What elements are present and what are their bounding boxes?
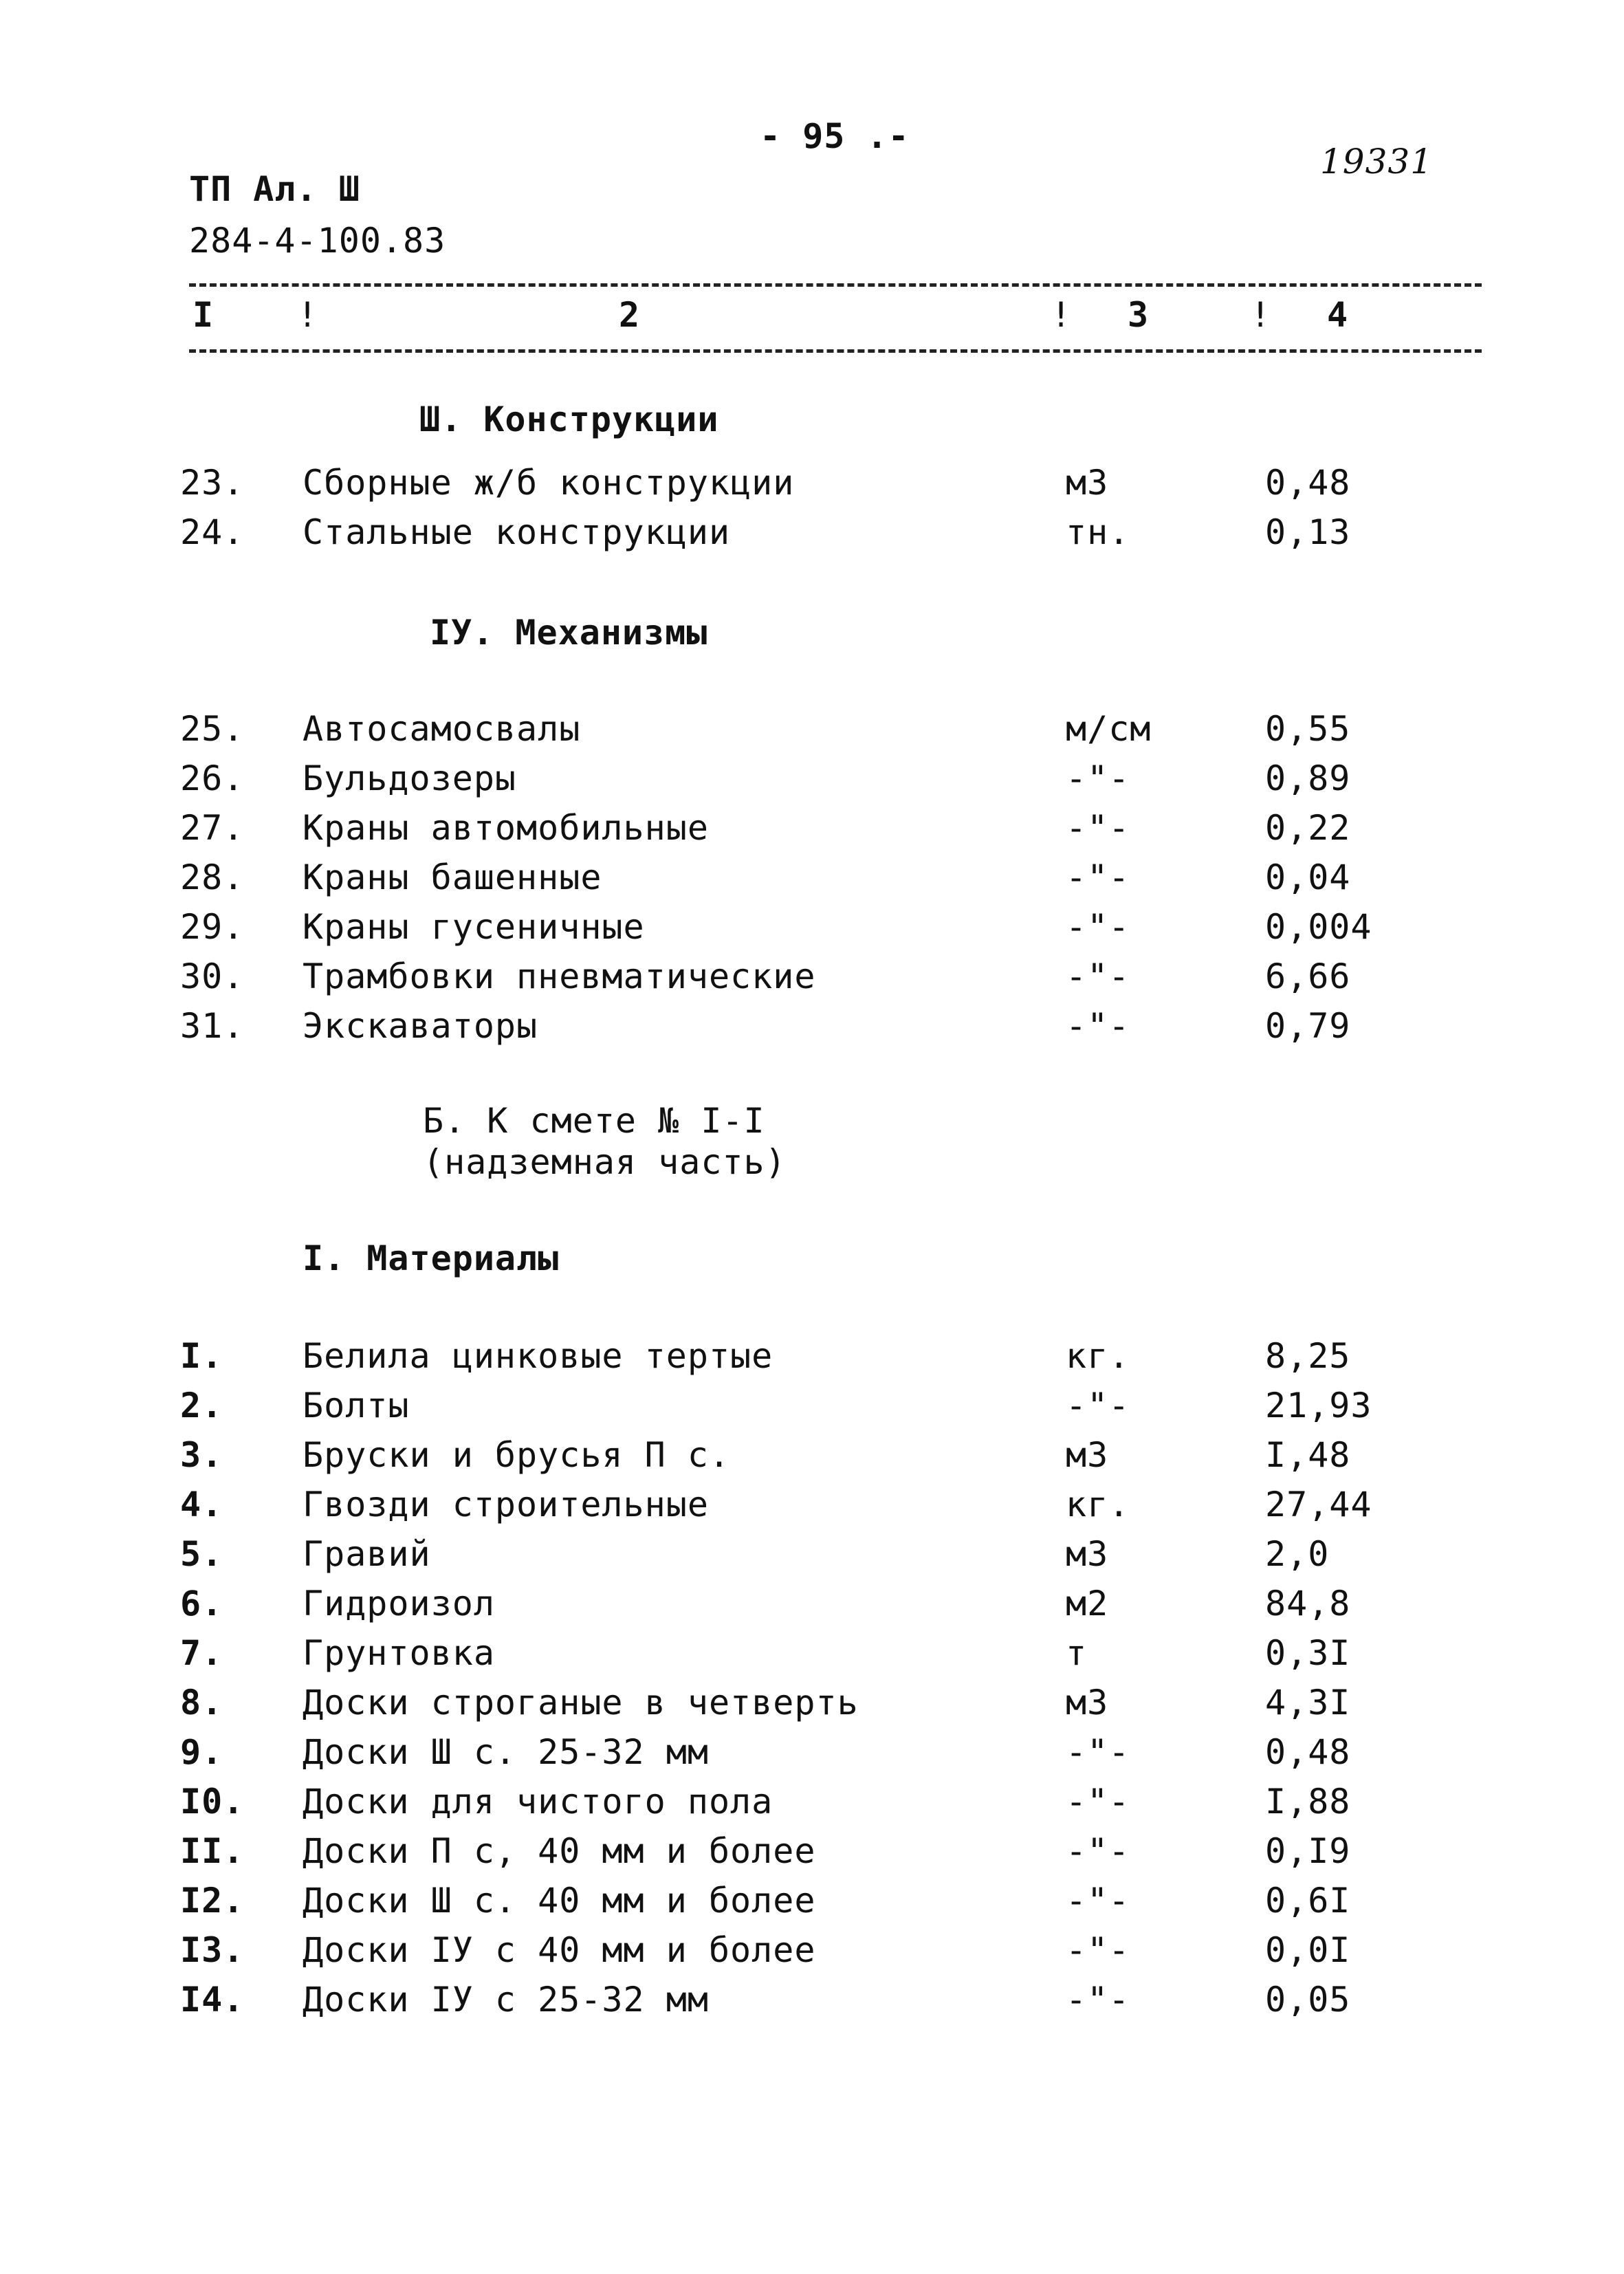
row-quantity: 0,04 — [1265, 857, 1351, 897]
row-name: Автосамосвалы — [303, 709, 581, 749]
row-name: Трамбовки пневматические — [303, 956, 816, 996]
row-unit: -"- — [1066, 1831, 1130, 1871]
table-row — [0, 758, 1624, 807]
row-number: 25. — [180, 709, 245, 749]
row-number: 31. — [180, 1006, 245, 1046]
row-unit: т — [1066, 1633, 1088, 1673]
table-row — [0, 1583, 1624, 1632]
row-number: 26. — [180, 758, 245, 798]
row-quantity: 0,55 — [1265, 709, 1351, 749]
row-quantity: 6,66 — [1265, 956, 1351, 996]
row-number: I. — [180, 1336, 223, 1376]
page-number: - 95 .- — [760, 116, 910, 156]
row-name: Бульдозеры — [303, 758, 517, 798]
table-row — [0, 1484, 1624, 1533]
row-quantity: 27,44 — [1265, 1485, 1372, 1524]
row-number: 30. — [180, 956, 245, 996]
table-row — [0, 1632, 1624, 1682]
table-row — [0, 1533, 1624, 1583]
row-quantity: 2,0 — [1265, 1534, 1330, 1574]
column-header-4: 4 — [1327, 295, 1349, 335]
row-number: 28. — [180, 857, 245, 897]
table-row — [0, 1929, 1624, 1979]
doc-code-line2: 284-4-100.83 — [189, 221, 446, 261]
row-number: 23. — [180, 463, 245, 503]
row-unit: -"- — [1066, 1881, 1130, 1921]
row-unit: -"- — [1066, 1980, 1130, 2020]
row-name: Стальные конструкции — [303, 512, 731, 552]
row-name: Экскаваторы — [303, 1006, 538, 1046]
row-unit: -"- — [1066, 1732, 1130, 1772]
row-name: Грунтовка — [303, 1633, 495, 1673]
row-number: 6. — [180, 1584, 223, 1623]
row-quantity: 21,93 — [1265, 1386, 1372, 1425]
table-row — [0, 1781, 1624, 1830]
row-number: I0. — [180, 1782, 245, 1822]
row-number: 29. — [180, 907, 245, 947]
table-row — [0, 1731, 1624, 1781]
table-row — [0, 1335, 1624, 1385]
row-number: 2. — [180, 1386, 223, 1425]
estimate-subheading: (надземная часть) — [423, 1142, 787, 1182]
section-title-constructions: Ш. Конструкции — [419, 400, 719, 439]
row-quantity: 4,3I — [1265, 1683, 1351, 1723]
table-row — [0, 906, 1624, 956]
row-unit: -"- — [1066, 907, 1130, 947]
row-unit: -"- — [1066, 956, 1130, 996]
table-row — [0, 1979, 1624, 2029]
table-row — [0, 1830, 1624, 1880]
table-row — [0, 462, 1624, 512]
row-name: Доски Ш с. 40 мм и более — [303, 1881, 816, 1921]
row-number: I3. — [180, 1930, 245, 1970]
row-unit: -"- — [1066, 1006, 1130, 1046]
row-name: Доски IУ с 25-32 мм — [303, 1980, 709, 2020]
row-unit: -"- — [1066, 808, 1130, 848]
row-number: I2. — [180, 1881, 245, 1921]
table-row — [0, 857, 1624, 906]
column-header-1: I — [193, 295, 215, 335]
row-quantity: 0,89 — [1265, 758, 1351, 798]
row-name: Бруски и брусья П с. — [303, 1435, 731, 1475]
row-number: 3. — [180, 1435, 223, 1475]
table-row — [0, 1385, 1624, 1434]
row-number: 4. — [180, 1485, 223, 1524]
row-unit: -"- — [1066, 758, 1130, 798]
row-unit: -"- — [1066, 1782, 1130, 1822]
row-quantity: 0,0I — [1265, 1930, 1351, 1970]
doc-code-line1: ТП Ал. Ш — [189, 169, 360, 209]
row-quantity: 0,48 — [1265, 1732, 1351, 1772]
row-number: 24. — [180, 512, 245, 552]
column-divider-1: ! — [297, 295, 319, 335]
column-header-3: 3 — [1128, 295, 1150, 335]
table-row — [0, 807, 1624, 857]
row-name: Сборные ж/б конструкции — [303, 463, 795, 503]
row-quantity: 0,3I — [1265, 1633, 1351, 1673]
row-number: 27. — [180, 808, 245, 848]
table-row — [0, 512, 1624, 561]
row-number: 9. — [180, 1732, 223, 1772]
row-unit: м/см — [1066, 709, 1152, 749]
row-name: Краны автомобильные — [303, 808, 709, 848]
row-unit: м3 — [1066, 1534, 1109, 1574]
row-quantity: 8,25 — [1265, 1336, 1351, 1376]
row-unit: -"- — [1066, 857, 1130, 897]
row-number: I4. — [180, 1980, 245, 2020]
row-name: Доски IУ с 40 мм и более — [303, 1930, 816, 1970]
table-row — [0, 1434, 1624, 1484]
row-number: 5. — [180, 1534, 223, 1574]
table-row — [0, 1682, 1624, 1731]
row-name: Доски Ш с. 25-32 мм — [303, 1732, 709, 1772]
table-row — [0, 1880, 1624, 1929]
row-unit: м2 — [1066, 1584, 1109, 1623]
row-unit: кг. — [1066, 1336, 1130, 1376]
row-name: Болты — [303, 1386, 410, 1425]
row-quantity: I,48 — [1265, 1435, 1351, 1475]
row-quantity: 0,79 — [1265, 1006, 1351, 1046]
row-name: Доски П с, 40 мм и более — [303, 1831, 816, 1871]
row-unit: м3 — [1066, 1683, 1109, 1723]
row-unit: -"- — [1066, 1930, 1130, 1970]
row-number: 8. — [180, 1683, 223, 1723]
table-row — [0, 708, 1624, 758]
row-name: Гвозди строительные — [303, 1485, 709, 1524]
table-row — [0, 956, 1624, 1005]
section-title-materials: I. Материалы — [303, 1238, 560, 1278]
row-unit: -"- — [1066, 1386, 1130, 1425]
row-quantity: 0,22 — [1265, 808, 1351, 848]
row-name: Краны гусеничные — [303, 907, 645, 947]
row-unit: м3 — [1066, 1435, 1109, 1475]
handwritten-stamp: 19331 — [1320, 142, 1434, 182]
row-quantity: 0,I9 — [1265, 1831, 1351, 1871]
table-top-rule — [189, 283, 1482, 287]
column-divider-2: ! — [1051, 295, 1073, 335]
row-quantity: 84,8 — [1265, 1584, 1351, 1623]
row-unit: тн. — [1066, 512, 1130, 552]
column-header-2: 2 — [619, 295, 641, 335]
row-name: Доски для чистого пола — [303, 1782, 773, 1822]
row-quantity: 0,13 — [1265, 512, 1351, 552]
table-header-rule — [189, 349, 1482, 353]
table-row — [0, 1005, 1624, 1055]
row-name: Гравий — [303, 1534, 431, 1574]
row-quantity: 0,6I — [1265, 1881, 1351, 1921]
row-name: Белила цинковые тертые — [303, 1336, 773, 1376]
estimate-heading: Б. К смете № I-I — [423, 1101, 765, 1141]
row-number: 7. — [180, 1633, 223, 1673]
row-unit: м3 — [1066, 463, 1109, 503]
row-quantity: 0,004 — [1265, 907, 1372, 947]
row-name: Краны башенные — [303, 857, 602, 897]
row-quantity: 0,05 — [1265, 1980, 1351, 2020]
row-name: Гидроизол — [303, 1584, 495, 1623]
section-title-machinery: IУ. Механизмы — [430, 613, 708, 653]
column-divider-3: ! — [1250, 295, 1272, 335]
row-quantity: I,88 — [1265, 1782, 1351, 1822]
row-quantity: 0,48 — [1265, 463, 1351, 503]
row-unit: кг. — [1066, 1485, 1130, 1524]
row-number: II. — [180, 1831, 245, 1871]
row-name: Доски строганые в четверть — [303, 1683, 859, 1723]
